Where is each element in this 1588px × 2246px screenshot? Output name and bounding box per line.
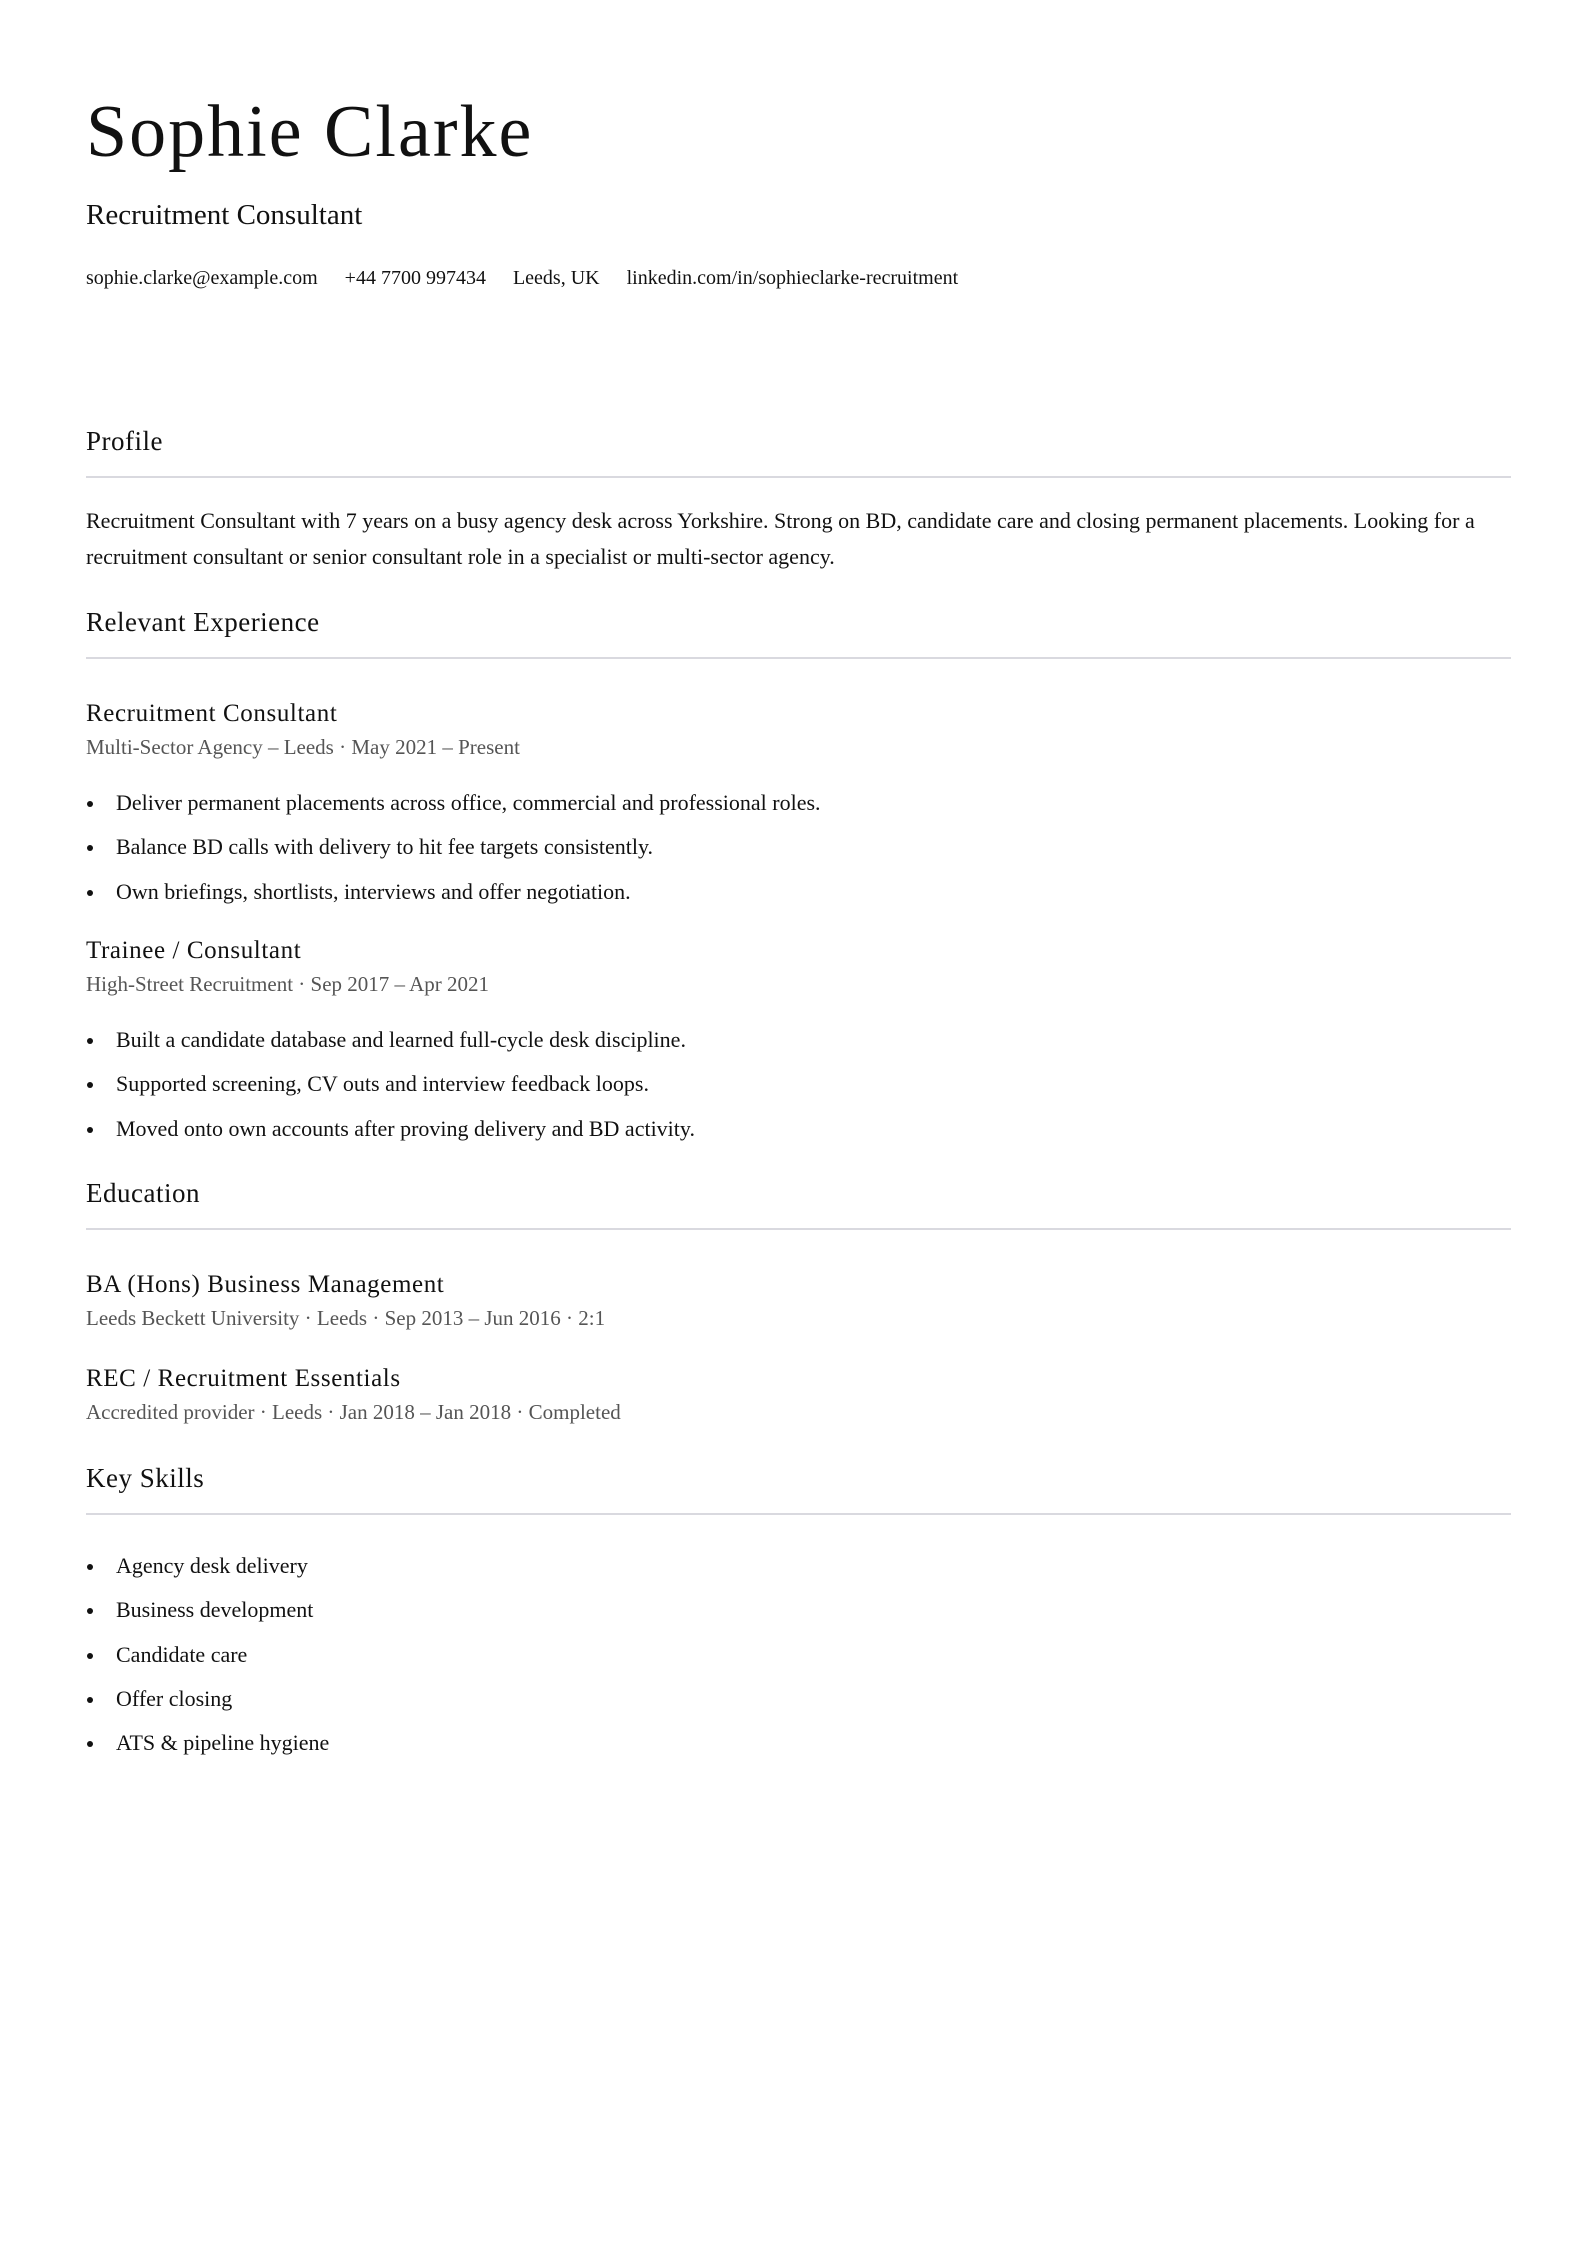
education-qualification: BA (Hons) Business Management bbox=[86, 1271, 445, 1298]
job-bullets bbox=[86, 1025, 695, 1158]
job-title: Trainee / Consultant bbox=[86, 937, 302, 964]
section-title-experience: Relevant Experience bbox=[86, 607, 320, 637]
skill-item: Business development bbox=[86, 1595, 329, 1639]
section-title-skills: Key Skills bbox=[86, 1463, 205, 1493]
job-bullet: Own briefings, shortlists, interviews and offer negotiation. bbox=[86, 877, 821, 921]
job-bullet: Balance BD calls with delivery to hit fee targets consistently. bbox=[86, 832, 821, 876]
job-bullet: Supported screening, CV outs and interview feedback loops. bbox=[86, 1069, 695, 1113]
contact-phone[interactable]: +44 7700 997434 bbox=[344, 267, 486, 289]
section-divider bbox=[86, 1228, 1511, 1230]
candidate-headline: Recruitment Consultant bbox=[86, 199, 363, 231]
job-meta: Multi-Sector Agency – Leeds · May 2021 – Present bbox=[86, 735, 520, 759]
section-divider bbox=[86, 476, 1511, 478]
profile-summary: Recruitment Consultant with 7 years on a busy agency desk across Yorkshire. Strong on BD, candidate care and closing permanent placements. Looking for a recruitment consultant or senior consultant role in a specialist or multi-sector agency. bbox=[86, 508, 1475, 569]
candidate-name: Sophie Clarke bbox=[86, 91, 534, 173]
education-meta: Accredited provider · Leeds · Jan 2018 – Jan 2018 · Completed bbox=[86, 1400, 621, 1424]
job-bullets bbox=[86, 788, 821, 921]
job-bullet: Built a candidate database and learned full-cycle desk discipline. bbox=[86, 1025, 695, 1069]
education-qualification: REC / Recruitment Essentials bbox=[86, 1365, 401, 1392]
contact-linkedin[interactable]: linkedin.com/in/sophieclarke-recruitment bbox=[626, 267, 959, 289]
skill-item: Offer closing bbox=[86, 1684, 329, 1728]
contact-email[interactable]: sophie.clarke@example.com bbox=[86, 267, 318, 289]
section-title-education: Education bbox=[86, 1178, 200, 1208]
section-divider bbox=[86, 657, 1511, 659]
education-meta: Leeds Beckett University · Leeds · Sep 2013 – Jun 2016 · 2:1 bbox=[86, 1306, 606, 1330]
skill-item: Candidate care bbox=[86, 1640, 329, 1684]
job-meta: High-Street Recruitment · Sep 2017 – Apr 2021 bbox=[86, 972, 490, 996]
section-title-profile: Profile bbox=[86, 426, 163, 456]
skill-item: Agency desk delivery bbox=[86, 1551, 329, 1595]
contact-info bbox=[86, 266, 958, 290]
skills-list bbox=[86, 1551, 329, 1772]
skill-item: ATS & pipeline hygiene bbox=[86, 1728, 329, 1772]
contact-location: Leeds, UK bbox=[512, 267, 600, 289]
job-bullet: Moved onto own accounts after proving delivery and BD activity. bbox=[86, 1114, 695, 1158]
job-title: Recruitment Consultant bbox=[86, 700, 338, 727]
job-bullet: Deliver permanent placements across office, commercial and professional roles. bbox=[86, 788, 821, 832]
section-divider bbox=[86, 1513, 1511, 1515]
